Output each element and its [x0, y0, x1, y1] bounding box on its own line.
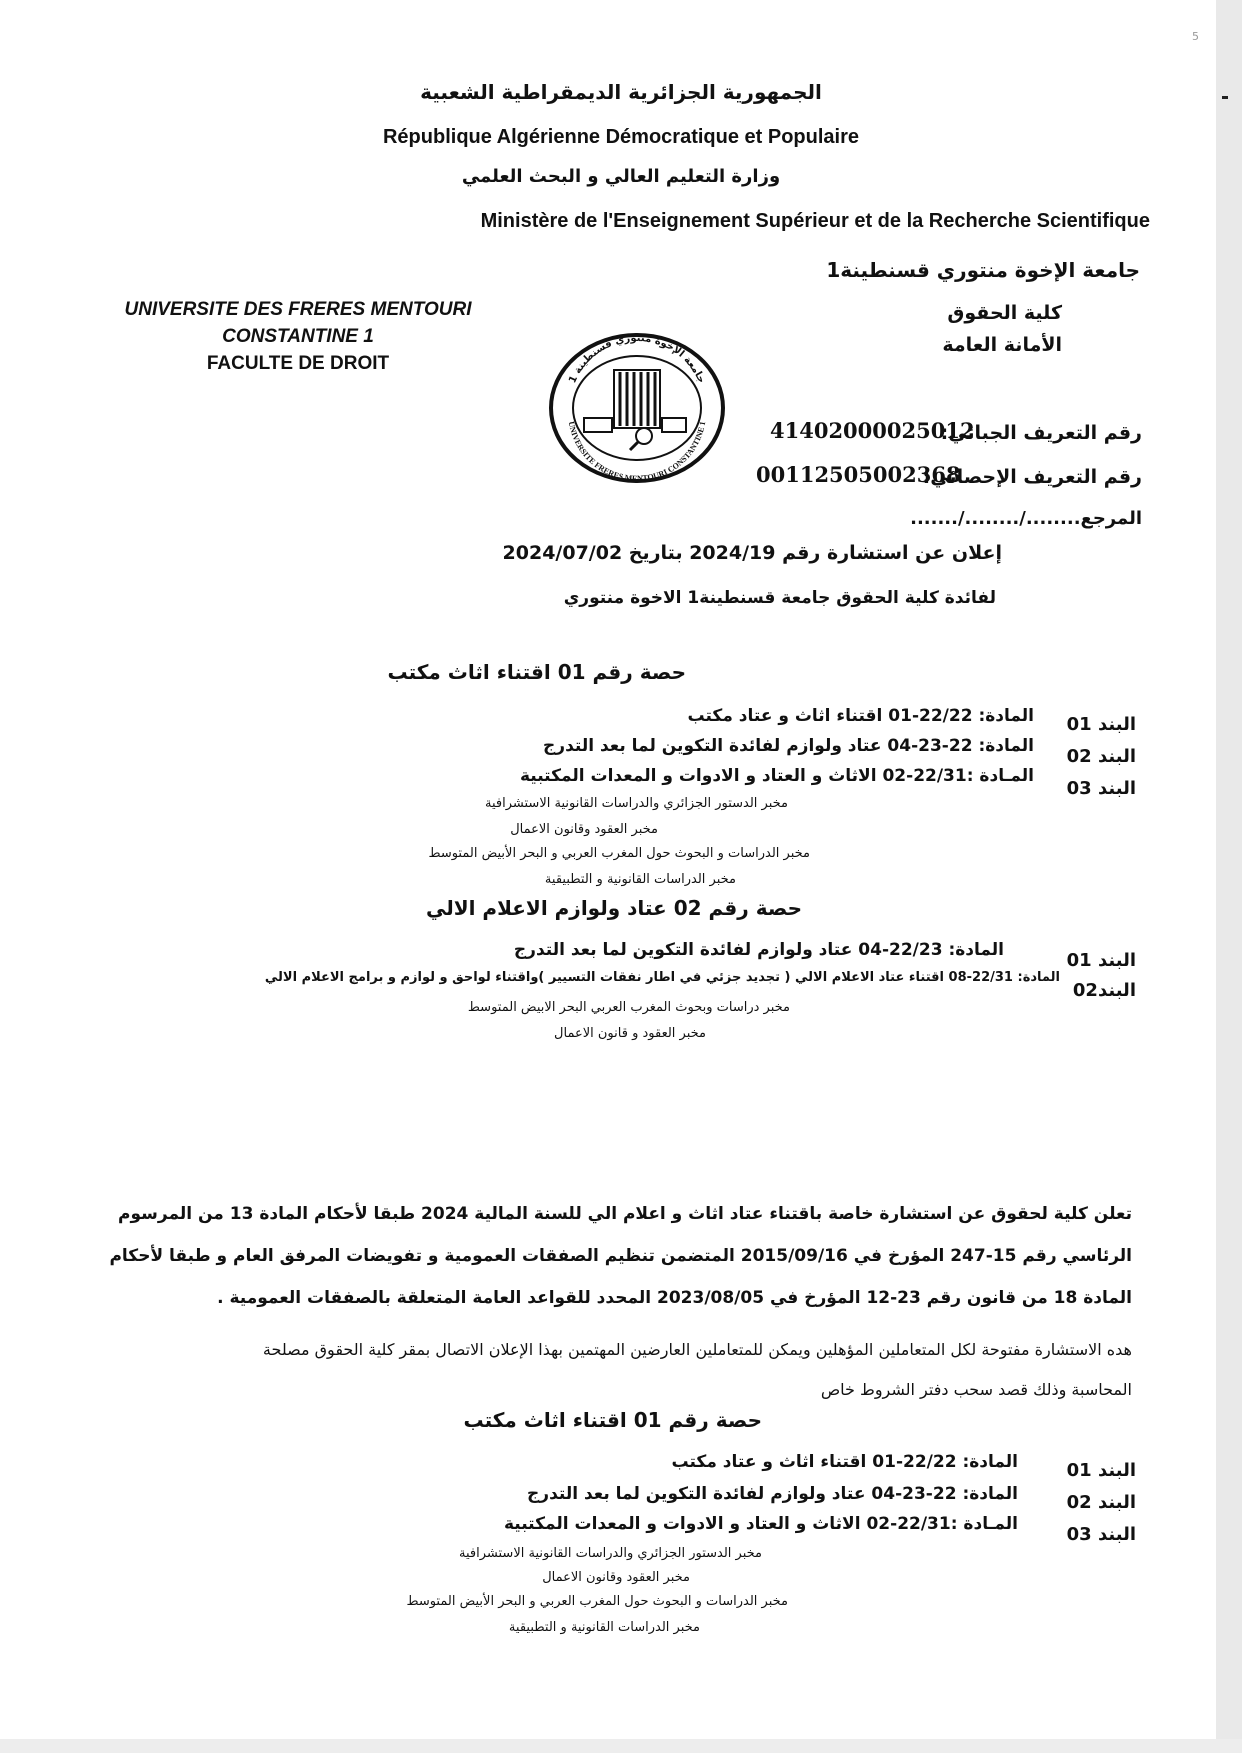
lot-1-lab-2: مخبر العقود وقانون الاعمال [510, 822, 658, 837]
body-line-1: تعلن كلية لحقوق عن استشارة خاصة باقتناء عتاد اثاث و اعلام الي للسنة المالية 2024 طبقا لأحكام المادة 13 من المرسوم [118, 1204, 1132, 1224]
lot-1-lab-4: مخبر الدراسات القانونية و التطبيقية [544, 872, 736, 887]
page-mark: 5 [1192, 30, 1199, 43]
lot-2-item-1-num: البند 01 [1066, 950, 1136, 971]
notice-title: إعلان عن استشارة رقم 2024/19 بتاريخ 2024/07/02 [502, 542, 1002, 564]
lot-1-item-2-num: البند 02 [1066, 746, 1136, 767]
lot-repeat-item-1-text: المادة: 22/22-01 اقتناء اثاث و عتاد مكتب [671, 1452, 1018, 1472]
reference-line: المرجع......../......../....... [910, 508, 1142, 529]
seal-ring-text-fr: UNIVERSITE FRERES MENTOURI CONSTANTINE 1 [566, 420, 708, 484]
university-fr-block [108, 296, 488, 377]
lot-repeat-lab-1: مخبر الدستور الجزائري والدراسات القانونية الاستشرافية [459, 1546, 762, 1561]
lot-repeat-item-2-num: البند 02 [1066, 1492, 1136, 1513]
notice-beneficiary: لفائدة كلية الحقوق جامعة قسنطينة1 الاخوة منتوري [563, 588, 996, 608]
republic-fr: République Algérienne Démocratique et Populaire [382, 126, 859, 148]
stat-id-label: رقم التعريف الإحصائي: [922, 466, 1142, 488]
lot-2-lab-2: مخبر العقود و قانون الاعمال [554, 1026, 706, 1041]
lot-repeat-item-3-num: البند 03 [1066, 1524, 1136, 1545]
lot-repeat-item-1-num: البند 01 [1066, 1460, 1136, 1481]
body-line-2: الرئاسي رقم 15-247 المؤرخ في 2015/09/16 المتضمن تنظيم الصفقات العمومية و تفويضات المرفق العام و طبقا لأحكام [109, 1246, 1132, 1266]
lot-repeat-lab-2: مخبر العقود وقانون الاعمال [542, 1570, 690, 1585]
faculty-ar: كلية الحقوق [947, 302, 1062, 324]
university-fr-line2: CONSTANTINE 1 [222, 326, 374, 347]
lot-2-lab-1: مخبر دراسات وبحوث المغرب العربي البحر الابيض المتوسط [467, 1000, 790, 1015]
body-line-4: هده الاستشارة مفتوحة لكل المتعاملين المؤهلين ويمكن للمتعاملين العارضين المهتمين بهذا الإعلان الاتصال بمقر كلية الحقوق مصلحة [262, 1340, 1132, 1359]
lot-1-item-2-text: المادة: 22-23-04 عتاد ولوازم لفائدة التكوين لما بعد التدرج [543, 736, 1034, 756]
lot-repeat-lab-4: مخبر الدراسات القانونية و التطبيقية [508, 1620, 700, 1635]
fiscal-id-label: رقم التعريف الجبائي: [940, 422, 1142, 444]
faculty-fr: FACULTE DE DROIT [206, 353, 390, 374]
lot-1-item-1-text: المادة: 22/22-01 اقتناء اثاث و عتاد مكتب [687, 706, 1034, 726]
lot-repeat-lab-3: مخبر الدراسات و البحوث حول المغرب العربي و البحر الأبيض المتوسط [406, 1594, 788, 1609]
university-fr-line1: UNIVERSITE DES FRERES MENTOURI [124, 299, 472, 320]
lot-1-item-3-num: البند 03 [1066, 778, 1136, 799]
lot-repeat-item-3-text: المـادة :22/31-02 الاثاث و العتاد و الادوات و المعدات المكتبية [503, 1514, 1018, 1534]
seal-ring-text: جامعة الإخوة منتوري قسنطينة 1 [567, 332, 707, 385]
republic-ar: الجمهورية الجزائرية الديمقراطية الشعبية [420, 80, 822, 104]
ministry-ar: وزارة التعليم العالي و البحث العلمي [461, 166, 781, 187]
lot-1-lab-1: مخبر الدستور الجزائري والدراسات القانونية الاستشرافية [485, 796, 788, 811]
seal-graphic [548, 332, 726, 484]
university-ar: جامعة الإخوة منتوري قسنطينة1 [826, 258, 1140, 282]
university-seal [548, 332, 726, 484]
stat-id-value: 00112505002368 [756, 462, 961, 487]
lot-2-item-2-text: المادة: 22/31-08 اقتناء عتاد الاعلام الالي ( تجديد جزئي في اطار نفقات التسيير )واقتناء لواحق و لوازم و برامج الاعلام الالي [264, 970, 1060, 985]
lot-1-item-3-text: المـادة :22/31-02 الاثاث و العتاد و الادوات و المعدات المكتبية [519, 766, 1034, 786]
ministry-fr: Ministère de l'Enseignement Supérieur et de la Recherche Scientifique [480, 210, 1150, 232]
fiscal-id-value: 41402000025012 [770, 418, 975, 443]
body-line-3: المادة 18 من قانون رقم 23-12 المؤرخ في 2023/08/05 المحدد للقواعد العامة المتعلقة بالصفقات العمومية . [217, 1288, 1132, 1308]
scan-edge-right [1216, 0, 1242, 1753]
body-line-5: المحاسبة وذلك قصد سحب دفتر الشروط خاص [820, 1380, 1132, 1399]
lot-2-item-1-text: المادة: 22/23-04 عتاد ولوازم لفائدة التكوين لما بعد التدرج [513, 940, 1004, 960]
lot-2-title: حصة رقم 02 عتاد ولوازم الاعلام الالي [425, 896, 802, 920]
lot-1-item-1-num: البند 01 [1066, 714, 1136, 735]
lot-2-item-2-num: البند02 [1072, 980, 1136, 1001]
lot-1-title: حصة رقم 01 اقتناء اثاث مكتب [387, 660, 686, 684]
lot-1-lab-3: مخبر الدراسات و البحوث حول المغرب العربي و البحر الأبيض المتوسط [428, 846, 810, 861]
secretariat-ar: الأمانة العامة [942, 334, 1062, 356]
lot-repeat-title: حصة رقم 01 اقتناء اثاث مكتب [463, 1408, 762, 1432]
lot-repeat-item-2-text: المادة: 22-23-04 عتاد ولوازم لفائدة التكوين لما بعد التدرج [527, 1484, 1018, 1504]
scan-edge-bottom [0, 1739, 1242, 1753]
